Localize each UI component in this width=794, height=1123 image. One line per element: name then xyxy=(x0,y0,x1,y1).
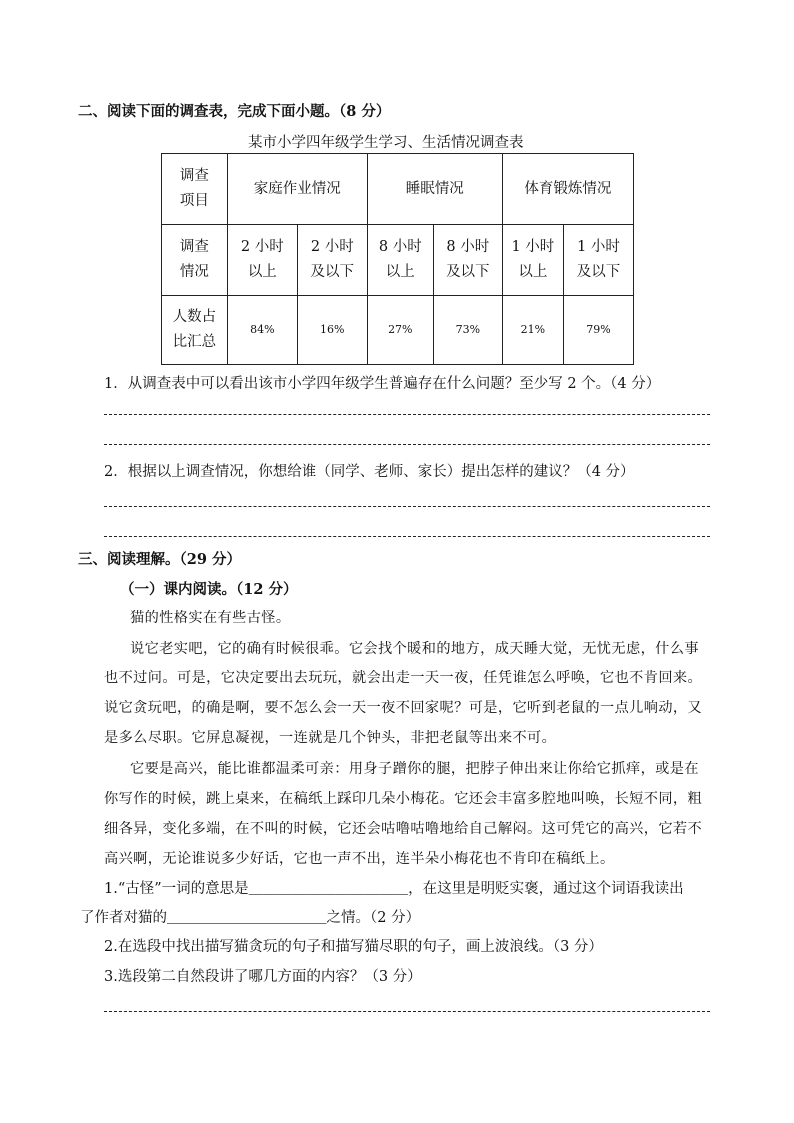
table-row xyxy=(162,154,634,225)
passage-line: 猫的性格实在有些古怪。 xyxy=(130,610,291,626)
passage-line: 细各异，变化多端，在不叫的时候，它还会咕噜咕噜地给自己解闷。这可凭它的高兴，它若不 xyxy=(104,821,703,837)
cell-text: 比汇总 xyxy=(172,334,217,350)
cell-text: 1 小时 xyxy=(577,239,620,256)
table-title: 某市小学四年级学生学习、生活情况调查表 xyxy=(248,135,524,151)
question-2-1: 1．从调查表中可以看出该市小学四年级学生普遍存在什么问题？至少写 2 个。（4 分） xyxy=(104,376,661,392)
table-cell xyxy=(162,225,228,296)
survey-table xyxy=(161,153,634,365)
percent-cell: 73% xyxy=(433,296,502,365)
passage-line: 高兴啊，无论谁说多少好话，它也一声不出，连半朵小梅花也不肯印在稿纸上。 xyxy=(104,851,615,867)
cell-text: 情况 xyxy=(179,264,209,280)
cell-text: 8 小时 xyxy=(446,239,490,256)
cell-text: 以上 xyxy=(385,264,415,280)
cell-text: 以上 xyxy=(518,264,548,280)
cell-text: 2 小时 xyxy=(240,239,284,256)
cell-text: 项目 xyxy=(179,193,209,209)
percent-cell: 84% xyxy=(227,296,297,365)
answer-line[interactable] xyxy=(104,444,710,445)
percent-cell: 27% xyxy=(367,296,433,365)
passage-line: 也不过问。可是，它决定要出去玩玩，就会出走一天一夜，任凭谁怎么呼唤，它也不肯回来。 xyxy=(104,670,703,686)
percent-cell: 79% xyxy=(563,296,633,365)
passage-line: 它要是高兴，能比谁都温柔可亲：用身子蹭你的腿，把脖子伸出来让你给它抓痒，或是在 xyxy=(130,761,699,777)
question-3-2: 2.在选段中找出描写猫贪玩的句子和描写猫尽职的句子，画上波浪线。（3 分） xyxy=(104,939,603,955)
passage-line: 说它贪玩吧，的确是啊，要不怎么会一天一夜不回家呢？可是，它听到老鼠的一点儿响动，又 xyxy=(104,700,703,716)
cell-text: 及以下 xyxy=(446,264,490,280)
answer-line[interactable] xyxy=(104,414,710,415)
table-row xyxy=(162,296,634,365)
table-cell xyxy=(297,225,367,296)
cell-text: 8 小时 xyxy=(378,239,422,256)
table-row xyxy=(162,225,634,296)
question-3-1-cont: 了作者对猫的＿＿＿＿＿＿＿＿＿＿＿之情。（2 分） xyxy=(80,910,421,926)
table-cell xyxy=(162,154,228,225)
cell-text: 调查 xyxy=(179,239,209,256)
percent-cell: 21% xyxy=(502,296,563,365)
table-header-sleep: 睡眠情况 xyxy=(367,154,502,225)
table-header-sport: 体育锻炼情况 xyxy=(502,154,633,225)
table-cell xyxy=(367,225,433,296)
cell-text: 1 小时 xyxy=(511,239,555,256)
answer-line[interactable] xyxy=(104,536,710,537)
cell-text: 2 小时 xyxy=(310,239,354,256)
table-cell xyxy=(227,225,297,296)
question-3-1: 1.“古怪”一词的意思是＿＿＿＿＿＿＿＿＿＿＿，在这里是明贬实褒，通过这个词语我读出 xyxy=(104,881,684,897)
cell-text: 及以下 xyxy=(576,264,621,280)
cell-text: 人数占 xyxy=(172,309,217,326)
section3-heading: 三、阅读理解。（29 分） xyxy=(78,551,241,568)
table-cell xyxy=(502,225,563,296)
answer-line[interactable] xyxy=(104,1011,710,1012)
table-cell xyxy=(563,225,633,296)
passage-line: 是多么尽职。它屏息凝视，一连就是几个钟头，非把老鼠等出来不可。 xyxy=(104,730,557,746)
percent-cell: 16% xyxy=(297,296,367,365)
question-3-3: 3.选段第二自然段讲了哪几方面的内容？（3 分） xyxy=(104,969,422,985)
cell-text: 调查 xyxy=(179,168,209,185)
section2-heading: 二、阅读下面的调查表，完成下面小题。（8 分） xyxy=(78,103,391,120)
table-header-homework: 家庭作业情况 xyxy=(227,154,367,225)
answer-line[interactable] xyxy=(104,506,710,507)
passage-line: 你写作的时候，跳上桌来，在稿纸上踩印几朵小梅花。它还会丰富多腔地叫唤，长短不同，粗 xyxy=(104,791,703,807)
question-2-2: 2．根据以上调查情况，你想给谁（同学、老师、家长）提出怎样的建议？（4 分） xyxy=(104,464,635,480)
table-cell xyxy=(433,225,502,296)
cell-text: 以上 xyxy=(247,264,277,280)
section3-subheading: （一）课内阅读。（12 分） xyxy=(120,581,298,598)
table-cell xyxy=(162,296,228,365)
cell-text: 及以下 xyxy=(310,264,355,280)
passage-line: 说它老实吧，它的确有时候很乖。它会找个暖和的地方，成天睡大觉，无忧无虑，什么事 xyxy=(130,641,699,657)
